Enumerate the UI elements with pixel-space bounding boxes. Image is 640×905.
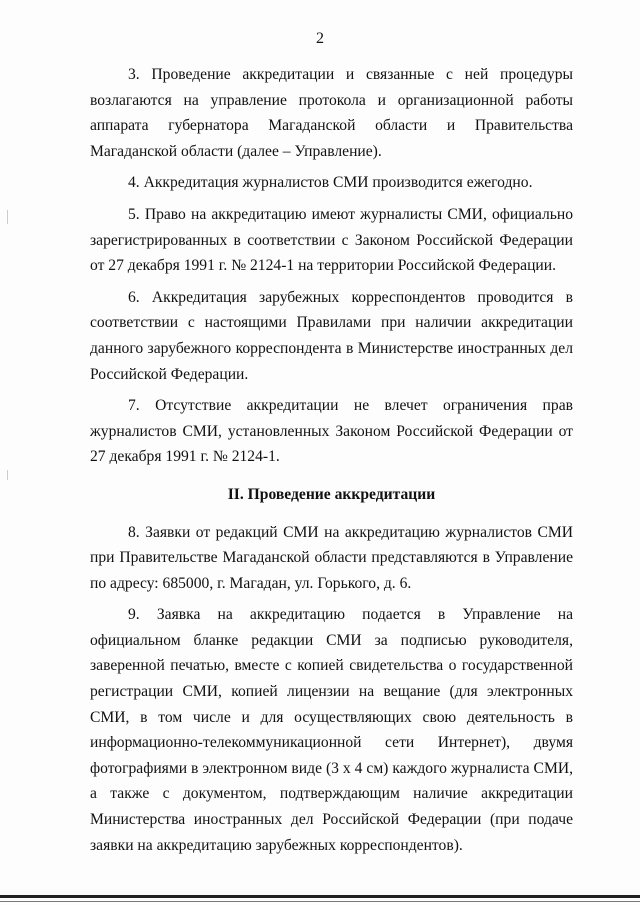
paragraph-9: 9. Заявка на аккредитацию подается в Управление на официальном бланке редакции СМИ за подписью руководителя, заверенной печатью, вместе с копией свидетельства о государственной регистрации СМИ, копией лицензии на вещание (для электронных СМИ, в том числе и для осуществляющих свою деятельность в информационно-телекоммуникационной сети Интернет), двумя фотографиями в электронном виде (3 х 4 см) каждого журналиста СМИ, а также с документом, подтверждающим наличие аккредитации Министерства иностранных дел Российской Федерации (при подаче заявки на аккредитацию зарубежных корреспондентов). (90, 606, 573, 854)
scan-artifact (7, 210, 8, 224)
scan-artifact (7, 470, 8, 480)
page-number: 2 (316, 30, 324, 47)
paragraph-7: 7. Отсутствие аккредитации не влечет ограничения прав журналистов СМИ, установленных Законом Российской Федерации от 27 декабря 1991 г. № 2124-1. (90, 397, 573, 466)
paragraph-8: 8. Заявки от редакций СМИ на аккредитацию журналистов СМИ при Правительстве Магаданской области представляются в Управление по адресу: 685000, г. Магадан, ул. Горького, д. 6. (90, 523, 573, 592)
paragraph-5: 5. Право на аккредитацию имеют журналисты СМИ, официально зарегистрированных в соответствии с Законом Российской Федерации от 27 декабря 1991 г. № 2124-1 на территории Российской Федерации. (90, 205, 573, 275)
scan-bottom-edge-thin (0, 901, 640, 902)
scan-bottom-edge (0, 895, 640, 898)
paragraph-3: 3. Проведение аккредитации и связанные с ней процедуры возлагаются на управление протокола и организационной работы аппарата губернатора Магаданской области и Правительства Магаданской области (далее – Управление). (90, 66, 573, 160)
paragraph-6: 6. Аккредитация зарубежных корреспондентов проводится в соответствии с настоящими Правилами при наличии аккредитации данного зарубежного корреспондента в Министерстве иностранных дел Российской Федерации. (90, 288, 573, 383)
paragraph-4: 4. Аккредитация журналистов СМИ производится ежегодно. (128, 174, 533, 192)
section-heading: II. Проведение аккредитации (227, 485, 436, 503)
document-body (90, 62, 573, 864)
